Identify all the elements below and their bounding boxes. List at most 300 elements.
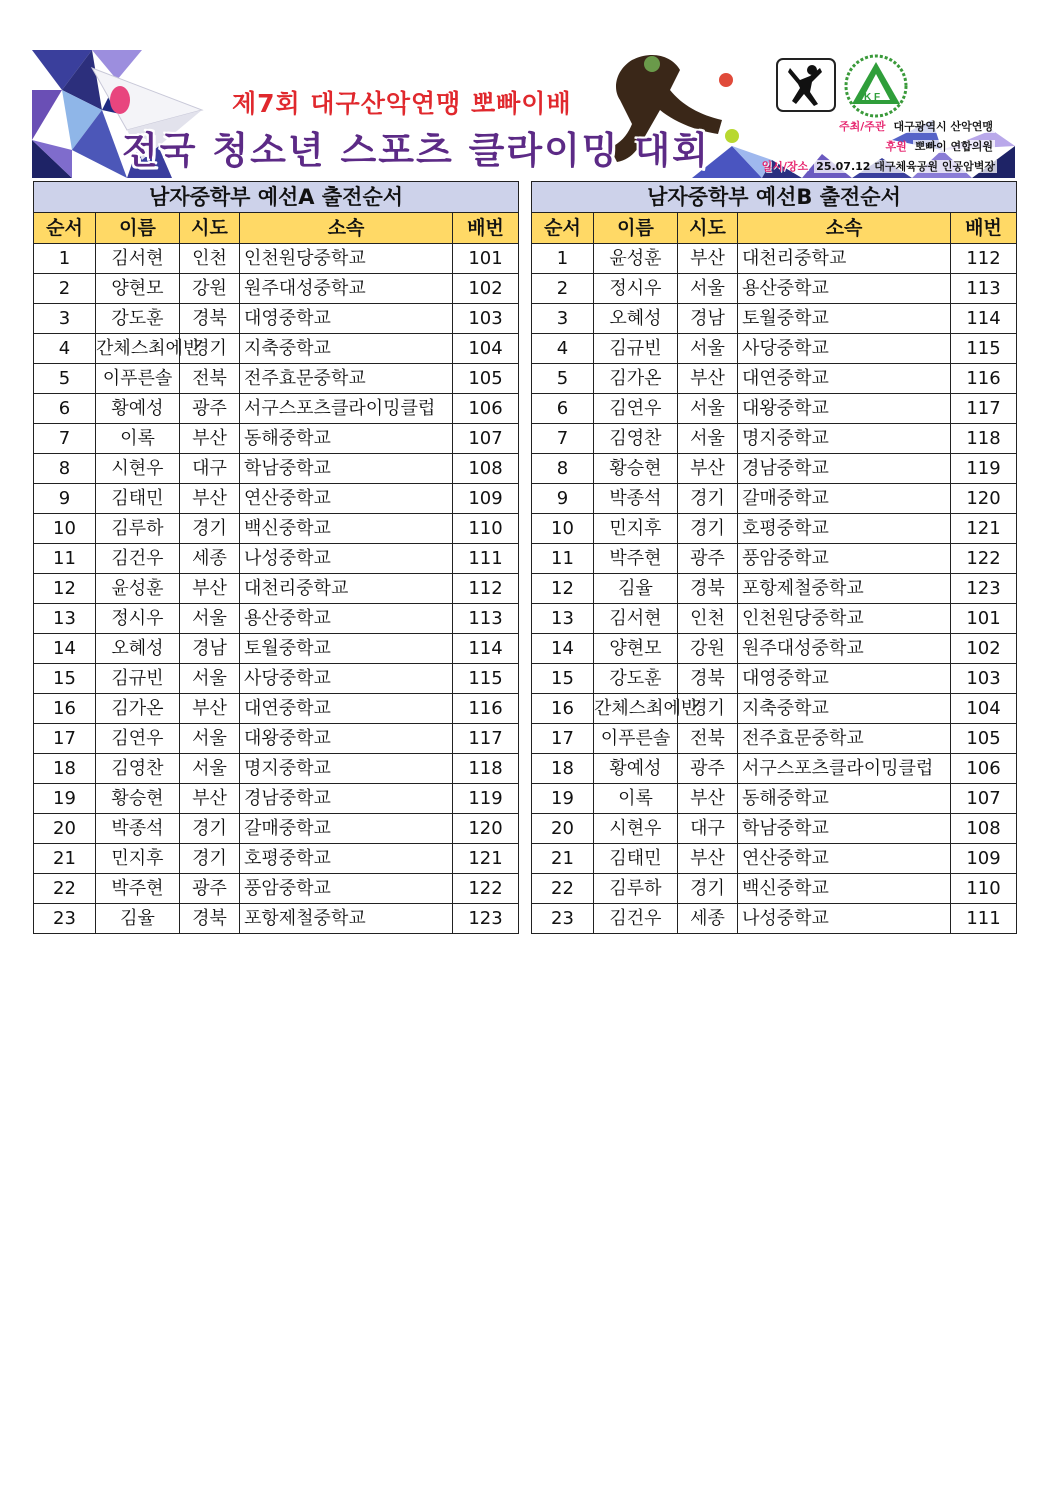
cell-bib: 111 [453, 544, 519, 574]
cell-name: 김태민 [96, 484, 180, 514]
cell-bib: 114 [453, 634, 519, 664]
cell-order: 12 [34, 574, 96, 604]
col-header-affiliation: 소속 [240, 213, 453, 244]
cell-name: 오혜성 [96, 634, 180, 664]
cell-affiliation: 대연중학교 [738, 364, 951, 394]
date-venue-label: 일시/장소 [761, 160, 809, 173]
cell-name: 황예성 [96, 394, 180, 424]
cell-region: 경기 [678, 874, 738, 904]
cell-region: 광주 [180, 394, 240, 424]
cell-name: 김루하 [96, 514, 180, 544]
cell-affiliation: 토월중학교 [738, 304, 951, 334]
table-row [532, 274, 1017, 304]
table-row [34, 844, 519, 874]
cell-order: 6 [532, 394, 594, 424]
cell-region: 경남 [678, 304, 738, 334]
cell-bib: 123 [453, 904, 519, 934]
cell-region: 경기 [678, 484, 738, 514]
cell-order: 4 [532, 334, 594, 364]
cell-region: 광주 [678, 544, 738, 574]
cell-region: 인천 [678, 604, 738, 634]
cell-name: 정시우 [96, 604, 180, 634]
cell-affiliation: 대영중학교 [240, 304, 453, 334]
cell-order: 3 [532, 304, 594, 334]
table-row [532, 334, 1017, 364]
cell-region: 경남 [180, 634, 240, 664]
cell-affiliation: 서구스포츠클라이밍클럽 [240, 394, 453, 424]
cell-region: 부산 [678, 844, 738, 874]
cell-bib: 109 [951, 844, 1017, 874]
cell-name: 김가온 [594, 364, 678, 394]
cell-bib: 105 [453, 364, 519, 394]
table-row [34, 814, 519, 844]
cell-bib: 106 [453, 394, 519, 424]
cell-region: 대구 [180, 454, 240, 484]
cell-order: 19 [532, 784, 594, 814]
cell-bib: 105 [951, 724, 1017, 754]
cell-name: 김건우 [96, 544, 180, 574]
cell-affiliation: 백신중학교 [240, 514, 453, 544]
cell-affiliation: 전주효문중학교 [738, 724, 951, 754]
cell-bib: 110 [951, 874, 1017, 904]
cell-name: 박주현 [594, 544, 678, 574]
cell-bib: 106 [951, 754, 1017, 784]
col-header-order: 순서 [532, 213, 594, 244]
cell-affiliation: 원주대성중학교 [738, 634, 951, 664]
cell-bib: 117 [951, 394, 1017, 424]
cell-affiliation: 지축중학교 [738, 694, 951, 724]
table-row [532, 484, 1017, 514]
cell-name: 황승현 [96, 784, 180, 814]
cell-order: 7 [532, 424, 594, 454]
cell-bib: 120 [453, 814, 519, 844]
cell-region: 경북 [180, 904, 240, 934]
cell-affiliation: 동해중학교 [738, 784, 951, 814]
cell-name: 박종석 [594, 484, 678, 514]
cell-affiliation: 서구스포츠클라이밍클럽 [738, 754, 951, 784]
cell-region: 서울 [180, 724, 240, 754]
cell-region: 강원 [678, 634, 738, 664]
cell-order: 23 [34, 904, 96, 934]
table-row [34, 244, 519, 274]
cell-name: 김영찬 [96, 754, 180, 784]
table-row [34, 634, 519, 664]
cell-order: 4 [34, 334, 96, 364]
cell-region: 부산 [678, 784, 738, 814]
table-row [532, 514, 1017, 544]
cell-affiliation: 인천원당중학교 [240, 244, 453, 274]
col-header-order: 순서 [34, 213, 96, 244]
cell-order: 10 [532, 514, 594, 544]
kf-federation-logo [844, 54, 908, 118]
cell-order: 14 [532, 634, 594, 664]
kf-logo-letters: K F [864, 92, 881, 103]
cell-bib: 121 [453, 844, 519, 874]
table-row [34, 394, 519, 424]
cell-region: 대구 [678, 814, 738, 844]
cell-region: 부산 [180, 484, 240, 514]
cell-affiliation: 대연중학교 [240, 694, 453, 724]
cell-order: 7 [34, 424, 96, 454]
cell-affiliation: 사당중학교 [240, 664, 453, 694]
date-venue-value: 25.07.12 대구체육공원 인공암벽장 [816, 160, 995, 173]
cell-region: 부산 [678, 454, 738, 484]
sponsor-info [886, 138, 995, 154]
table-row [532, 634, 1017, 664]
table-row [532, 394, 1017, 424]
cell-order: 2 [532, 274, 594, 304]
cell-order: 3 [34, 304, 96, 334]
cell-bib: 118 [951, 424, 1017, 454]
table-b-title: 남자중학부 예선B 출전순서 [532, 182, 1017, 213]
cell-region: 경북 [678, 574, 738, 604]
cell-name: 정시우 [594, 274, 678, 304]
cell-affiliation: 대영중학교 [738, 664, 951, 694]
cell-bib: 119 [951, 454, 1017, 484]
cell-order: 5 [532, 364, 594, 394]
cell-order: 11 [532, 544, 594, 574]
cell-affiliation: 학남중학교 [738, 814, 951, 844]
cell-region: 서울 [678, 274, 738, 304]
table-row [34, 334, 519, 364]
cell-affiliation: 원주대성중학교 [240, 274, 453, 304]
cell-region: 경기 [180, 844, 240, 874]
cell-name: 민지후 [594, 514, 678, 544]
cell-bib: 122 [453, 874, 519, 904]
cell-region: 부산 [180, 574, 240, 604]
cell-bib: 119 [453, 784, 519, 814]
cell-affiliation: 경남중학교 [738, 454, 951, 484]
cell-region: 광주 [180, 874, 240, 904]
col-header-name: 이름 [96, 213, 180, 244]
col-header-affiliation: 소속 [738, 213, 951, 244]
cell-bib: 118 [453, 754, 519, 784]
cell-region: 서울 [678, 394, 738, 424]
cell-name: 김서현 [96, 244, 180, 274]
cell-bib: 121 [951, 514, 1017, 544]
cell-region: 서울 [678, 424, 738, 454]
table-row [532, 364, 1017, 394]
cell-region: 서울 [180, 604, 240, 634]
cell-affiliation: 포항제철중학교 [738, 574, 951, 604]
cell-name: 시현우 [594, 814, 678, 844]
cell-affiliation: 갈매중학교 [738, 484, 951, 514]
cell-affiliation: 대천리중학교 [738, 244, 951, 274]
table-row [532, 694, 1017, 724]
table-row [532, 754, 1017, 784]
cell-name: 김건우 [594, 904, 678, 934]
cell-bib: 115 [453, 664, 519, 694]
cell-order: 18 [34, 754, 96, 784]
table-row [34, 484, 519, 514]
cell-name: 김규빈 [594, 334, 678, 364]
table-row [532, 814, 1017, 844]
cell-name: 김연우 [594, 394, 678, 424]
banner-title: 전국 청소년 스포츠 클라이밍 대회 [122, 129, 710, 172]
cell-bib: 102 [951, 634, 1017, 664]
cell-order: 16 [34, 694, 96, 724]
cell-region: 서울 [180, 754, 240, 784]
table-row [34, 544, 519, 574]
table-row [532, 544, 1017, 574]
cell-region: 광주 [678, 754, 738, 784]
cell-order: 6 [34, 394, 96, 424]
cell-order: 21 [34, 844, 96, 874]
col-header-bib: 배번 [951, 213, 1017, 244]
cell-affiliation: 연산중학교 [240, 484, 453, 514]
cell-name: 간체스최에반 [96, 334, 180, 364]
table-row [34, 754, 519, 784]
cell-bib: 109 [453, 484, 519, 514]
cell-affiliation: 연산중학교 [738, 844, 951, 874]
cell-bib: 101 [951, 604, 1017, 634]
cell-order: 13 [34, 604, 96, 634]
table-row [532, 574, 1017, 604]
cell-bib: 112 [951, 244, 1017, 274]
cell-affiliation: 백신중학교 [738, 874, 951, 904]
cell-region: 경기 [180, 514, 240, 544]
cell-order: 16 [532, 694, 594, 724]
cell-bib: 113 [951, 274, 1017, 304]
cell-name: 강도훈 [96, 304, 180, 334]
cell-affiliation: 용산중학교 [738, 274, 951, 304]
cell-region: 부산 [678, 244, 738, 274]
cell-bib: 116 [453, 694, 519, 724]
cell-name: 간체스최에반 [594, 694, 678, 724]
cell-bib: 108 [951, 814, 1017, 844]
cell-name: 김루하 [594, 874, 678, 904]
table-row [532, 454, 1017, 484]
cell-name: 오혜성 [594, 304, 678, 334]
cell-affiliation: 호평중학교 [738, 514, 951, 544]
date-venue-info [762, 158, 997, 174]
cell-order: 21 [532, 844, 594, 874]
cell-name: 윤성훈 [96, 574, 180, 604]
cell-order: 8 [34, 454, 96, 484]
cell-affiliation: 대왕중학교 [240, 724, 453, 754]
cell-order: 1 [532, 244, 594, 274]
cell-bib: 108 [453, 454, 519, 484]
cell-bib: 120 [951, 484, 1017, 514]
cell-bib: 122 [951, 544, 1017, 574]
cell-order: 20 [34, 814, 96, 844]
cell-affiliation: 사당중학교 [738, 334, 951, 364]
table-row [34, 664, 519, 694]
cell-affiliation: 나성중학교 [240, 544, 453, 574]
cell-region: 전북 [678, 724, 738, 754]
sponsor-label: 후원 [885, 140, 907, 153]
cell-affiliation: 호평중학교 [240, 844, 453, 874]
cell-name: 김태민 [594, 844, 678, 874]
cell-affiliation: 갈매중학교 [240, 814, 453, 844]
table-row [532, 724, 1017, 754]
cell-bib: 102 [453, 274, 519, 304]
cell-region: 강원 [180, 274, 240, 304]
cell-region: 세종 [678, 904, 738, 934]
cell-order: 8 [532, 454, 594, 484]
cell-bib: 107 [453, 424, 519, 454]
cell-order: 14 [34, 634, 96, 664]
cell-bib: 104 [453, 334, 519, 364]
table-row [532, 904, 1017, 934]
table-row [34, 454, 519, 484]
cell-name: 양현모 [594, 634, 678, 664]
cell-region: 부산 [180, 784, 240, 814]
cell-order: 17 [34, 724, 96, 754]
sponsor-value: 뽀빠이 연합의원 [914, 140, 993, 153]
cell-name: 양현모 [96, 274, 180, 304]
cell-name: 이록 [96, 424, 180, 454]
col-header-name: 이름 [594, 213, 678, 244]
table-row [532, 424, 1017, 454]
table-row [34, 364, 519, 394]
cell-bib: 103 [453, 304, 519, 334]
cell-order: 22 [34, 874, 96, 904]
cell-affiliation: 경남중학교 [240, 784, 453, 814]
cell-bib: 123 [951, 574, 1017, 604]
cell-affiliation: 나성중학교 [738, 904, 951, 934]
table-row [34, 784, 519, 814]
cell-affiliation: 토월중학교 [240, 634, 453, 664]
cell-region: 세종 [180, 544, 240, 574]
cell-name: 이푸른솔 [594, 724, 678, 754]
cell-name: 민지후 [96, 844, 180, 874]
banner-subtitle: 제7회 대구산악연맹 뽀빠이배 [232, 89, 572, 118]
cell-bib: 115 [951, 334, 1017, 364]
cell-name: 황예성 [594, 754, 678, 784]
event-banner [32, 50, 1015, 178]
table-row [34, 604, 519, 634]
col-header-bib: 배번 [453, 213, 519, 244]
host-label: 주최/주관 [839, 120, 886, 133]
col-header-region: 시도 [678, 213, 738, 244]
cell-bib: 111 [951, 904, 1017, 934]
cell-affiliation: 대왕중학교 [738, 394, 951, 424]
cell-affiliation: 지축중학교 [240, 334, 453, 364]
cell-bib: 107 [951, 784, 1017, 814]
cell-bib: 117 [453, 724, 519, 754]
cell-name: 윤성훈 [594, 244, 678, 274]
col-header-region: 시도 [180, 213, 240, 244]
table-row [532, 664, 1017, 694]
table-row [532, 304, 1017, 334]
cell-affiliation: 학남중학교 [240, 454, 453, 484]
cell-region: 부산 [678, 364, 738, 394]
cell-affiliation: 포항제철중학교 [240, 904, 453, 934]
cell-name: 김가온 [96, 694, 180, 724]
table-row [34, 574, 519, 604]
cell-name: 김연우 [96, 724, 180, 754]
cell-order: 12 [532, 574, 594, 604]
cell-region: 경기 [180, 334, 240, 364]
table-row [34, 904, 519, 934]
cell-name: 박종석 [96, 814, 180, 844]
cell-bib: 101 [453, 244, 519, 274]
table-row [34, 514, 519, 544]
cell-affiliation: 대천리중학교 [240, 574, 453, 604]
cell-region: 경기 [678, 514, 738, 544]
cell-order: 2 [34, 274, 96, 304]
cell-region: 인천 [180, 244, 240, 274]
cell-bib: 103 [951, 664, 1017, 694]
cell-order: 20 [532, 814, 594, 844]
cell-region: 경기 [180, 814, 240, 844]
host-value: 대구광역시 산악연맹 [893, 120, 993, 133]
cell-order: 13 [532, 604, 594, 634]
cell-order: 11 [34, 544, 96, 574]
cell-bib: 114 [951, 304, 1017, 334]
table-row [532, 604, 1017, 634]
cell-affiliation: 풍암중학교 [240, 874, 453, 904]
cell-order: 23 [532, 904, 594, 934]
cell-affiliation: 동해중학교 [240, 424, 453, 454]
cell-order: 15 [34, 664, 96, 694]
climber-logo [776, 58, 836, 112]
cell-name: 김율 [96, 904, 180, 934]
cell-order: 15 [532, 664, 594, 694]
cell-name: 박주현 [96, 874, 180, 904]
table-a-body [34, 244, 519, 934]
cell-name: 김서현 [594, 604, 678, 634]
cell-order: 18 [532, 754, 594, 784]
table-row [34, 694, 519, 724]
cell-affiliation: 명지중학교 [738, 424, 951, 454]
table-a-title: 남자중학부 예선A 출전순서 [34, 182, 519, 213]
cell-region: 경북 [180, 304, 240, 334]
cell-order: 9 [34, 484, 96, 514]
cell-name: 황승현 [594, 454, 678, 484]
cell-region: 부산 [180, 424, 240, 454]
table-row [34, 874, 519, 904]
table-row [34, 724, 519, 754]
cell-name: 강도훈 [594, 664, 678, 694]
cell-bib: 113 [453, 604, 519, 634]
cell-bib: 110 [453, 514, 519, 544]
cell-region: 부산 [180, 694, 240, 724]
cell-bib: 116 [951, 364, 1017, 394]
cell-affiliation: 전주효문중학교 [240, 364, 453, 394]
roster-table-a [33, 181, 519, 934]
cell-name: 김율 [594, 574, 678, 604]
cell-affiliation: 인천원당중학교 [738, 604, 951, 634]
cell-name: 시현우 [96, 454, 180, 484]
table-row [34, 274, 519, 304]
cell-name: 김영찬 [594, 424, 678, 454]
cell-name: 이푸른솔 [96, 364, 180, 394]
table-row [34, 424, 519, 454]
cell-region: 전북 [180, 364, 240, 394]
cell-bib: 112 [453, 574, 519, 604]
cell-order: 17 [532, 724, 594, 754]
cell-region: 경북 [678, 664, 738, 694]
cell-region: 서울 [180, 664, 240, 694]
cell-region: 서울 [678, 334, 738, 364]
cell-affiliation: 명지중학교 [240, 754, 453, 784]
table-b-body [532, 244, 1017, 934]
table-row [532, 784, 1017, 814]
cell-order: 22 [532, 874, 594, 904]
cell-bib: 104 [951, 694, 1017, 724]
table-row [532, 244, 1017, 274]
host-info [839, 118, 995, 134]
cell-name: 이록 [594, 784, 678, 814]
table-row [532, 844, 1017, 874]
cell-region: 경기 [678, 694, 738, 724]
table-row [532, 874, 1017, 904]
cell-name: 김규빈 [96, 664, 180, 694]
roster-table-b [531, 181, 1017, 934]
cell-order: 10 [34, 514, 96, 544]
